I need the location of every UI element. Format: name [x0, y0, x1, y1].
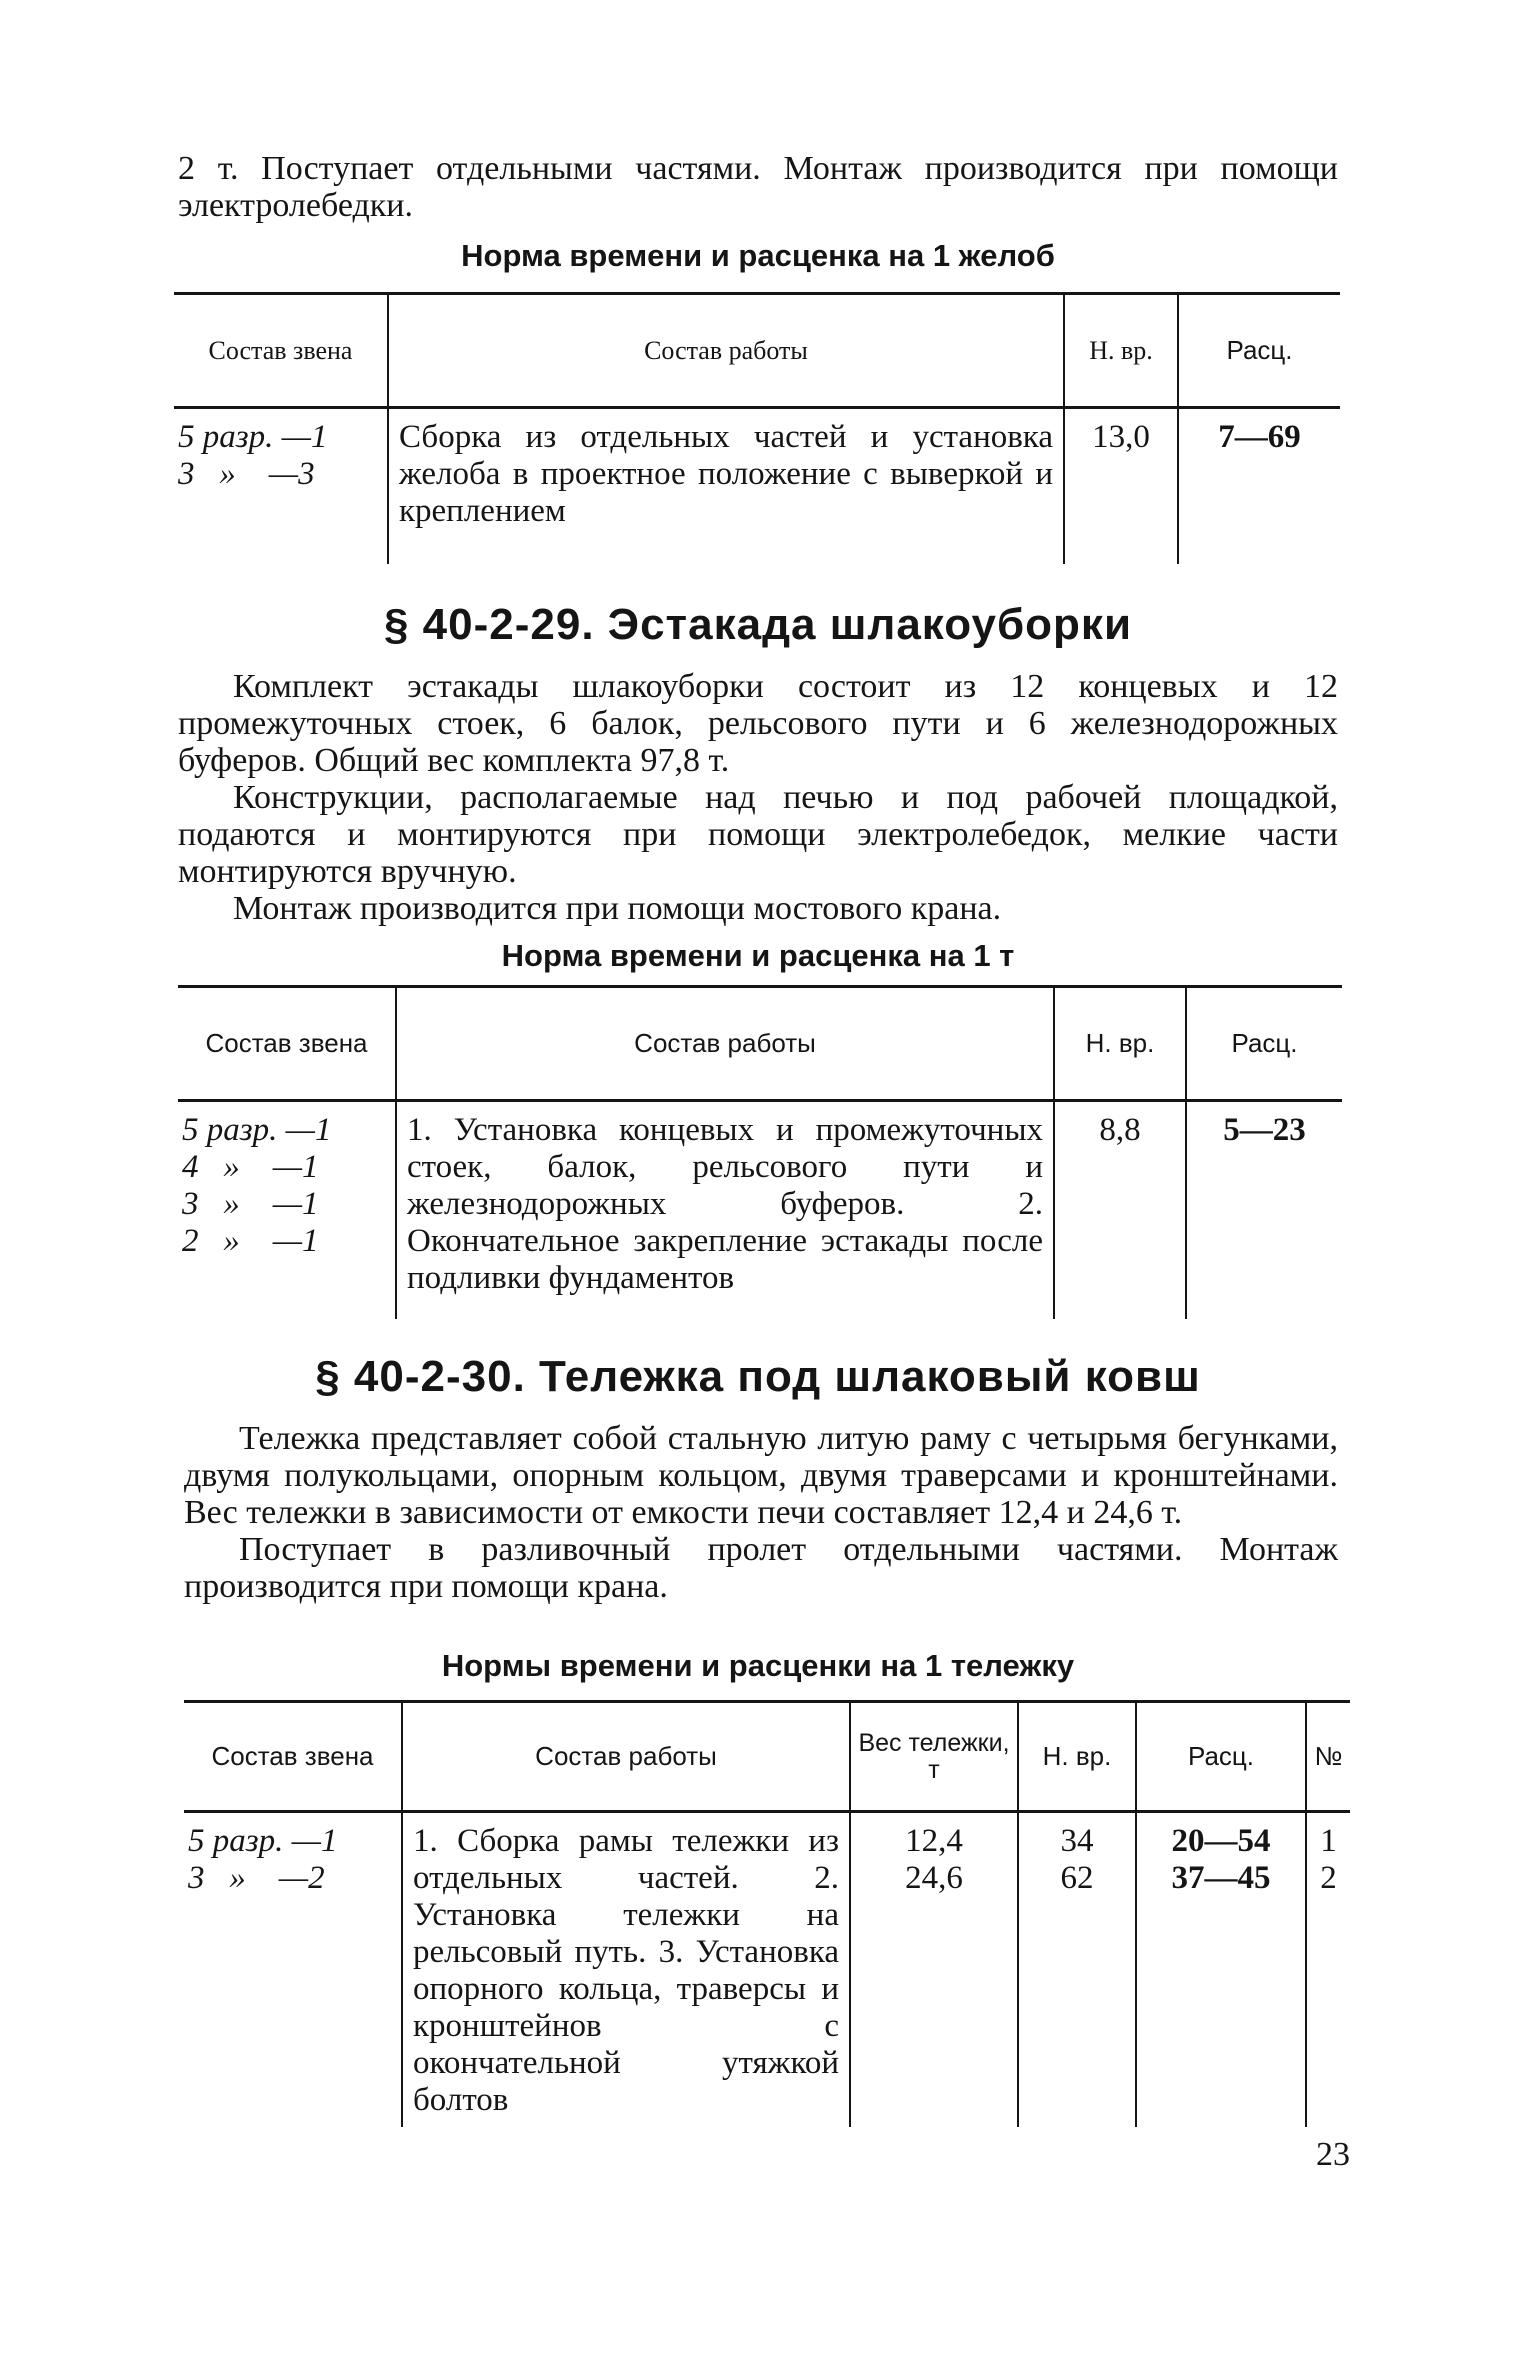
table3-header-rate: Расц. — [1136, 1702, 1306, 1812]
table1-header-rate: Расц. — [1178, 294, 1340, 408]
crew-cell: 5 разр. —1 4 » —1 3 » —1 2 » —1 — [182, 1112, 332, 1259]
section-heading-40-2-30: § 40-2-30. Тележка под шлаковый ковш — [315, 1352, 1201, 1401]
table3 — [184, 1700, 1350, 2127]
table2-header-crew: Состав звена — [178, 987, 396, 1101]
table1 — [174, 292, 1340, 564]
page-number: 23 — [1316, 2136, 1350, 2173]
table2-header-work: Состав работы — [396, 987, 1054, 1101]
norm-cell: 34 62 — [1018, 1812, 1136, 2128]
section1-paragraph-2: Конструкции, располагаемые над печью и под рабочей площадкой, подаются и монтируются при помощи электролебедок, мелкие части монтируются вручную. — [178, 779, 1338, 890]
section1-paragraph-3: Монтаж производится при помощи мостового крана. — [233, 890, 1002, 927]
table3-header-crew: Состав звена — [184, 1702, 402, 1812]
intro-paragraph — [178, 150, 1338, 224]
table3-header-weight: Вес тележки, т — [850, 1702, 1018, 1812]
table1-caption: Норма времени и расценка на 1 желоб — [461, 238, 1055, 273]
norm-cell: 13,0 — [1064, 408, 1178, 564]
table2-header-row — [178, 987, 1342, 1101]
table1-header-row — [174, 294, 1340, 408]
table1-header-norm: Н. вр. — [1064, 294, 1178, 408]
weight-cell: 12,4 24,6 — [850, 1812, 1018, 2128]
crew-cell: 5 разр. —1 3 » —3 — [178, 419, 328, 492]
section2-paragraph-1: Тележка представляет собой стальную литую раму с четырьмя бегунками, двумя полукольцами, опорным кольцом, двумя траверсами и кронштейнами. Вес тележки в зависимости от емкости печи составляет 12,4 и 24,6 т. — [184, 1420, 1338, 1531]
section-heading-40-2-29: § 40-2-29. Эстакада шлакоуборки — [383, 600, 1133, 649]
number-cell: 1 2 — [1306, 1812, 1350, 2128]
table-row — [174, 408, 1340, 564]
table3-header-row — [184, 1702, 1350, 1812]
table3-caption: Нормы времени и расценки на 1 тележку — [441, 1648, 1075, 1683]
table3-header-number: № — [1306, 1702, 1350, 1812]
work-cell: Сборка из отдельных частей и установка желоба в проектное положение с выверкой и креплением — [388, 408, 1064, 564]
intro-text: 2 т. Поступает отдельными частями. Монтаж производится при помощи электролебедки. — [178, 150, 1338, 224]
table2-header-rate: Расц. — [1186, 987, 1342, 1101]
table-row — [184, 1812, 1350, 2128]
rate-cell: 20—54 37—45 — [1136, 1812, 1306, 2128]
section1-paragraph-1: Комплект эстакады шлакоуборки состоит из 12 концевых и 12 промежуточных стоек, 6 балок, рельсового пути и 6 железнодорожных буферов. Общий вес комплекта 97,8 т. — [178, 668, 1338, 779]
crew-cell: 5 разр. —1 3 » —2 — [188, 1823, 338, 1896]
table1-header-crew: Состав звена — [174, 294, 388, 408]
rate-cell: 7—69 — [1178, 408, 1340, 564]
table3-header-work: Состав работы — [402, 1702, 850, 1812]
table2 — [178, 985, 1342, 1319]
table2-caption: Норма времени и расценка на 1 т — [501, 938, 1015, 973]
section1-body — [178, 668, 1338, 927]
table2-header-norm: Н. вр. — [1054, 987, 1186, 1101]
work-cell: 1. Установка концевых и промежуточных стоек, балок, рельсового пути и железнодорожных буферов. 2. Окончательное закрепление эстакады после подливки фундаментов — [396, 1101, 1054, 1319]
norm-cell: 8,8 — [1054, 1101, 1186, 1319]
section2-body — [184, 1420, 1338, 1605]
rate-cell: 5—23 — [1186, 1101, 1342, 1319]
work-cell: 1. Сборка рамы тележки из отдельных частей. 2. Установка тележки на рельсовый путь. 3. Установка опорного кольца, траверсы и кронштейнов с окончательной утяжкой болтов — [402, 1812, 850, 2128]
section2-paragraph-2: Поступает в разливочный пролет отдельными частями. Монтаж производится при помощи крана. — [184, 1531, 1338, 1605]
table1-header-work: Состав работы — [388, 294, 1064, 408]
table3-header-norm: Н. вр. — [1018, 1702, 1136, 1812]
table-row — [178, 1101, 1342, 1319]
